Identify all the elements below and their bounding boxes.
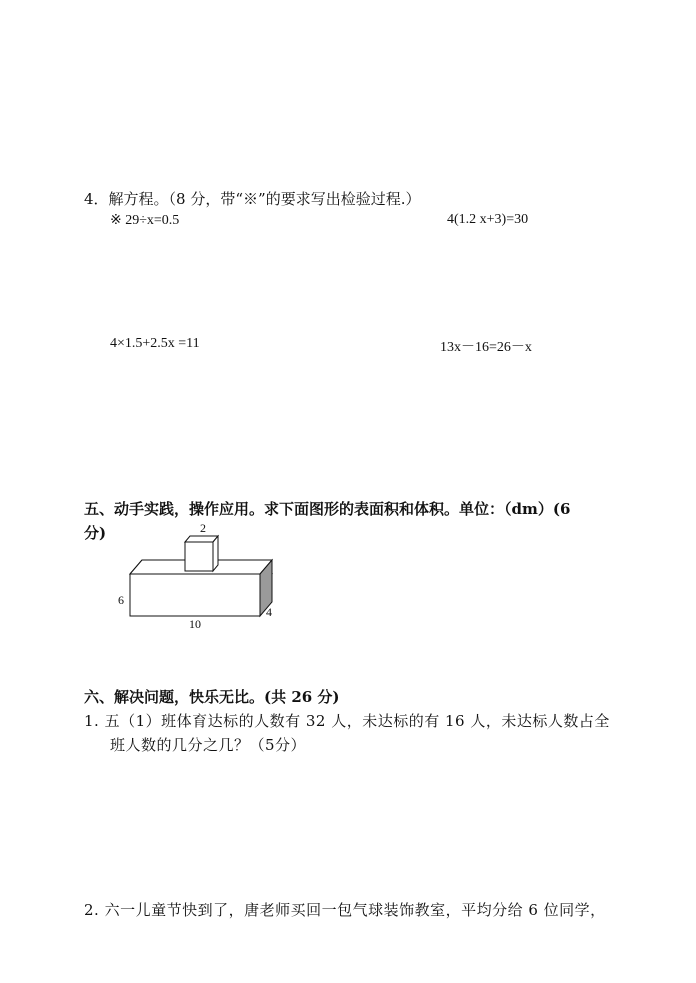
cuboid-front-face [130, 574, 260, 616]
problem2-line1: 2. 六一儿童节快到了，唐老师买回一包气球装饰教室，平均分给 6 位同学， [84, 901, 606, 919]
section5-heading-line1: 五、动手实践，操作应用。求下面图形的表面积和体积。单位：（dm）(6 [84, 500, 571, 518]
cube-top-face [185, 536, 218, 542]
section5-heading-line2: 分) [84, 524, 107, 542]
problem1-line2: 班人数的几分之几？（5分） [110, 736, 307, 754]
equation-2: 4(1.2 x+3)=30 [447, 212, 529, 227]
equation-4: 13x－16=26－x [440, 340, 532, 355]
equation-1: ※ 29÷x=0.5 [110, 213, 180, 228]
cube-side-face [213, 536, 218, 571]
q4-title: 4．解方程。（8 分，带“※”的要求写出检验过程.） [84, 190, 421, 208]
cuboid-length-label: 10 [189, 617, 201, 631]
cuboid-figure [110, 518, 290, 634]
cube-front-face [185, 542, 213, 571]
cuboid-depth-label: 4 [266, 605, 272, 619]
cube-edge-label: 2 [200, 521, 206, 535]
problem1-line1: 1. 五（1）班体育达标的人数有 32 人，未达标的有 16 人，未达标人数占全 [84, 712, 610, 730]
section6-heading: 六、解决问题，快乐无比。(共 26 分) [84, 688, 340, 706]
equation-3: 4×1.5+2.5x =11 [110, 336, 200, 351]
cuboid-height-label: 6 [118, 593, 124, 607]
